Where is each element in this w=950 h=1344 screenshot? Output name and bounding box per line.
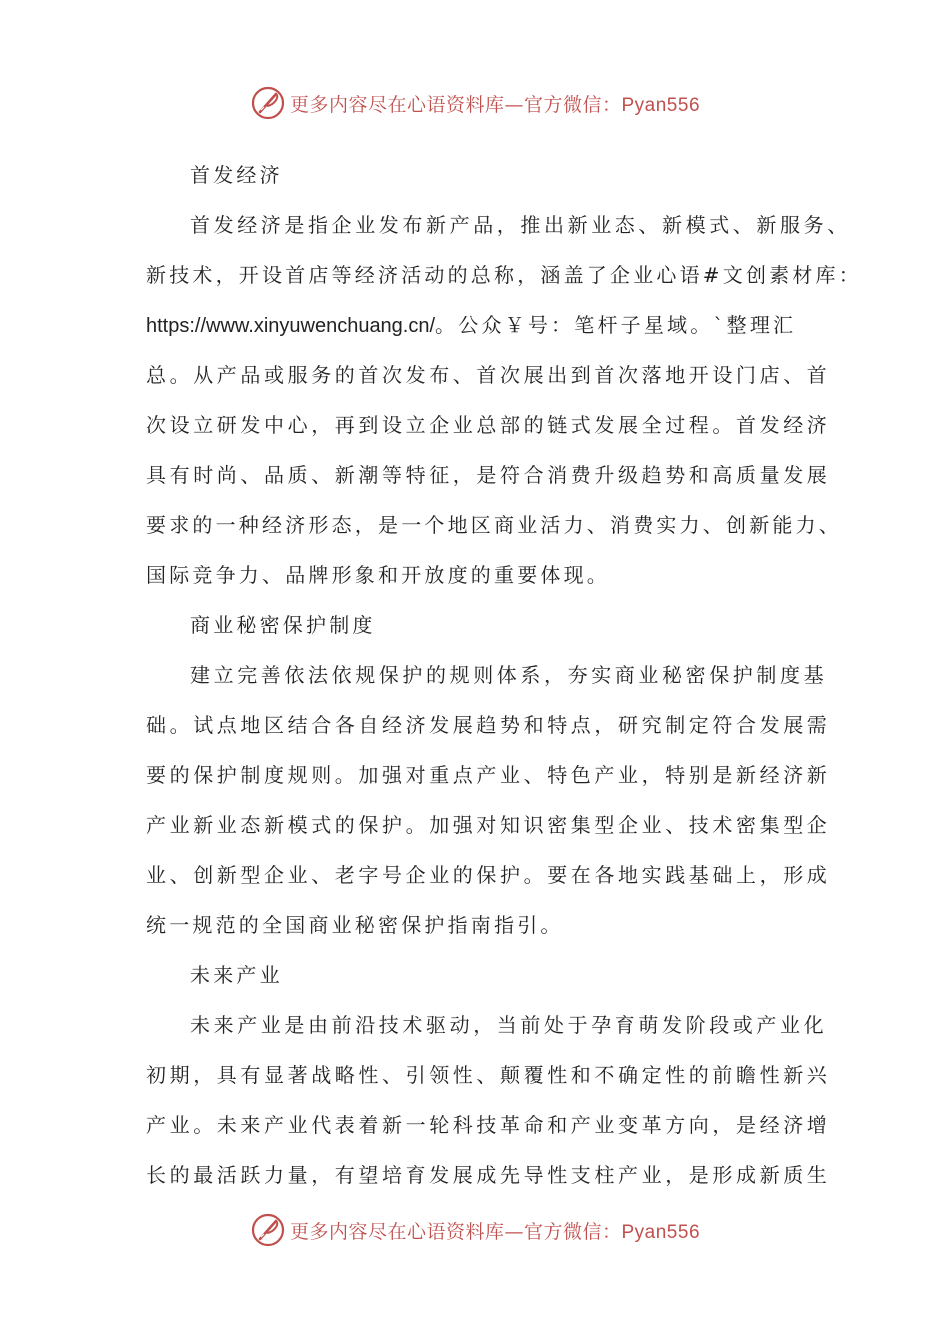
paragraph-line: 初期，具有显著战略性、引领性、颠覆性和不确定性的前瞻性新兴 xyxy=(146,1063,831,1087)
section-heading: 未来产业 xyxy=(190,963,283,987)
paragraph-line: 产业。未来产业代表着新一轮科技革命和产业变革方向，是经济增 xyxy=(146,1113,831,1137)
paragraph-line: 础。试点地区结合各自经济发展趋势和特点，研究制定符合发展需 xyxy=(146,713,831,737)
footer-banner xyxy=(0,1210,950,1250)
paragraph-line: 统一规范的全国商业秘密保护指南指引。 xyxy=(146,913,564,937)
paragraph-line: 新技术，开设首店等经济活动的总称，涵盖了企业心语#文创素材库： xyxy=(146,263,862,287)
paragraph-line: 具有时尚、品质、新潮等特征，是符合消费升级趋势和高质量发展 xyxy=(146,463,831,487)
document-body xyxy=(146,150,862,1200)
quill-pen-icon xyxy=(250,85,286,121)
banner-text xyxy=(290,1217,700,1244)
paragraph-line: 次设立研发中心，再到设立企业总部的链式发展全过程。首发经济 xyxy=(146,413,831,437)
banner-dash: — xyxy=(504,93,524,116)
header-banner xyxy=(0,83,950,123)
paragraph-line xyxy=(146,300,816,350)
paragraph-line: 国际竞争力、品牌形象和开放度的重要体现。 xyxy=(146,563,610,587)
banner-wechat-label: 官方微信： xyxy=(523,93,622,116)
quill-pen-icon xyxy=(250,1212,286,1248)
paragraph-line: 长的最活跃力量，有望培育发展成先导性支柱产业，是形成新质生 xyxy=(146,1163,831,1187)
paragraph-line: 要求的一种经济形态，是一个地区商业活力、消费实力、创新能力、 xyxy=(146,513,842,537)
banner-main-text: 更多内容尽在心语资料库 xyxy=(289,1220,505,1243)
banner-main-text: 更多内容尽在心语资料库 xyxy=(289,93,505,116)
banner-wechat-id: Pyan556 xyxy=(621,1221,701,1243)
paragraph-line: 未来产业是由前沿技术驱动，当前处于孕育萌发阶段或产业化 xyxy=(190,1013,828,1037)
section-heading: 商业秘密保护制度 xyxy=(190,613,376,637)
paragraph-line: 首发经济是指企业发布新产品，推出新业态、新模式、新服务、 xyxy=(190,213,851,237)
banner-text xyxy=(290,90,700,117)
paragraph-line: 产业新业态新模式的保护。加强对知识密集型企业、技术密集型企 xyxy=(146,813,831,837)
paragraph-line: 建立完善依法依规保护的规则体系，夯实商业秘密保护制度基 xyxy=(190,663,828,687)
banner-wechat-label: 官方微信： xyxy=(523,1220,622,1243)
paragraph-line: 业、创新型企业、老字号企业的保护。要在各地实践基础上，形成 xyxy=(146,863,831,887)
paragraph-line: 总。从产品或服务的首次发布、首次展出到首次落地开设门店、首 xyxy=(146,363,831,387)
paragraph-line: 要的保护制度规则。加强对重点产业、特色产业，特别是新经济新 xyxy=(146,763,831,787)
paragraph-line-rest: 。公众￥号：笔杆子星域。`整理汇 xyxy=(435,313,797,337)
banner-wechat-id: Pyan556 xyxy=(621,94,701,116)
website-link[interactable]: https://www.xinyuwenchuang.cn/ xyxy=(146,315,436,337)
banner-dash: — xyxy=(504,1220,524,1243)
section-heading: 首发经济 xyxy=(190,163,283,187)
